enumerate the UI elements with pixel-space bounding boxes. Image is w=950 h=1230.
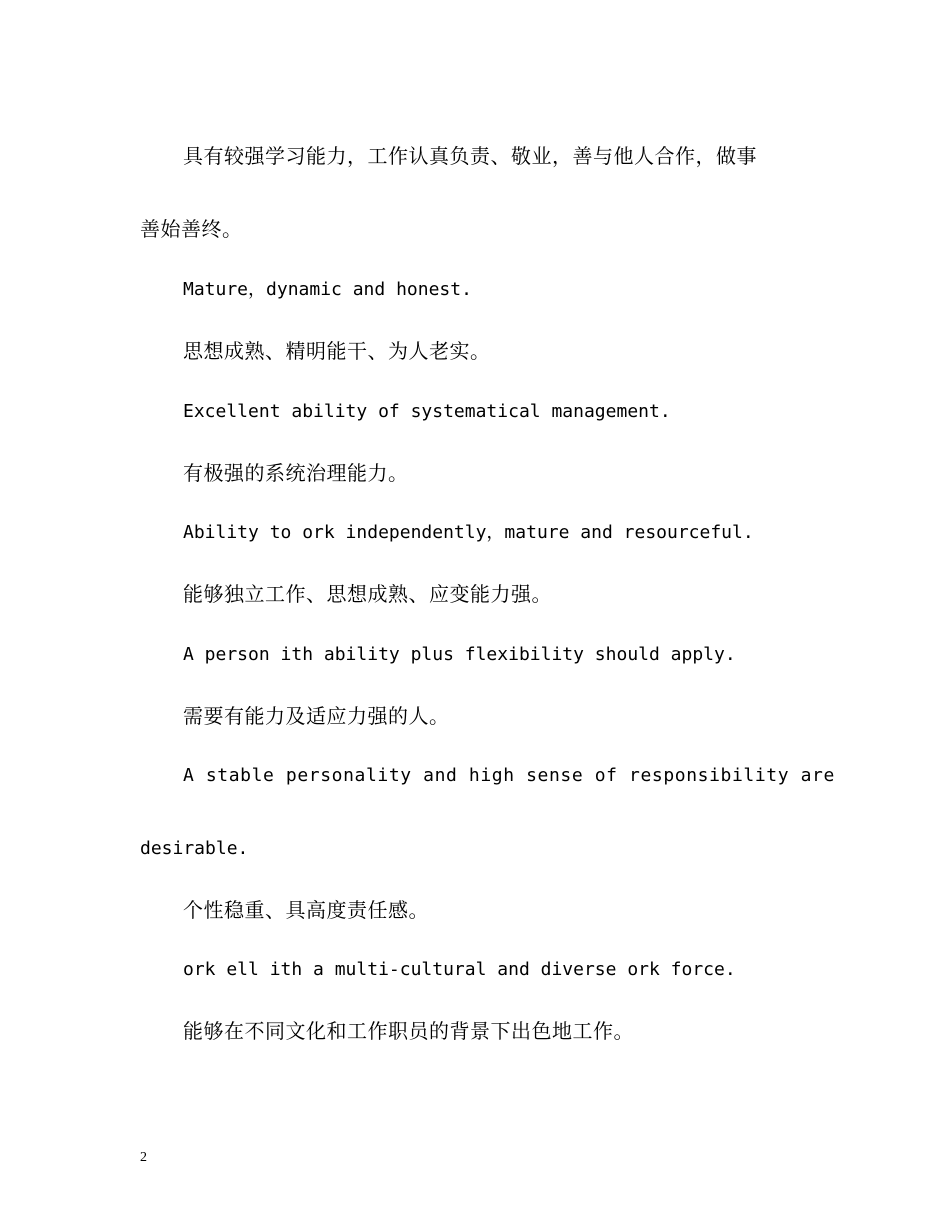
paragraph-line-2: 善始善终。 (140, 217, 243, 241)
paragraph-line-13: 个性稳重、具高度责任感。 (183, 898, 429, 922)
paragraph-line-1: 具有较强学习能力，工作认真负责、敬业，善与他人合作，做事 (183, 144, 757, 168)
paragraph-line-4: 思想成熟、精明能干、为人老实。 (183, 339, 491, 363)
paragraph-line-3: Mature，dynamic and honest. (183, 279, 472, 300)
paragraph-line-15: 能够在不同文化和工作职员的背景下出色地工作。 (183, 1019, 634, 1043)
paragraph-line-7: Ability to ork independently，mature and resourceful. (183, 522, 754, 543)
paragraph-line-11: A stable personality and high sense of responsibility are (183, 765, 835, 786)
paragraph-line-5: Excellent ability of systematical management. (183, 401, 671, 422)
paragraph-line-8: 能够独立工作、思想成熟、应变能力强。 (183, 582, 552, 606)
paragraph-line-9: A person ith ability plus flexibility should apply. (183, 644, 736, 665)
paragraph-line-14: ork ell ith a multi-cultural and diverse ork force. (183, 959, 736, 980)
paragraph-line-12: desirable. (140, 838, 249, 859)
paragraph-line-10: 需要有能力及适应力强的人。 (183, 704, 450, 728)
page-number: 2 (140, 1150, 147, 1165)
paragraph-line-6: 有极强的系统治理能力。 (183, 461, 409, 485)
